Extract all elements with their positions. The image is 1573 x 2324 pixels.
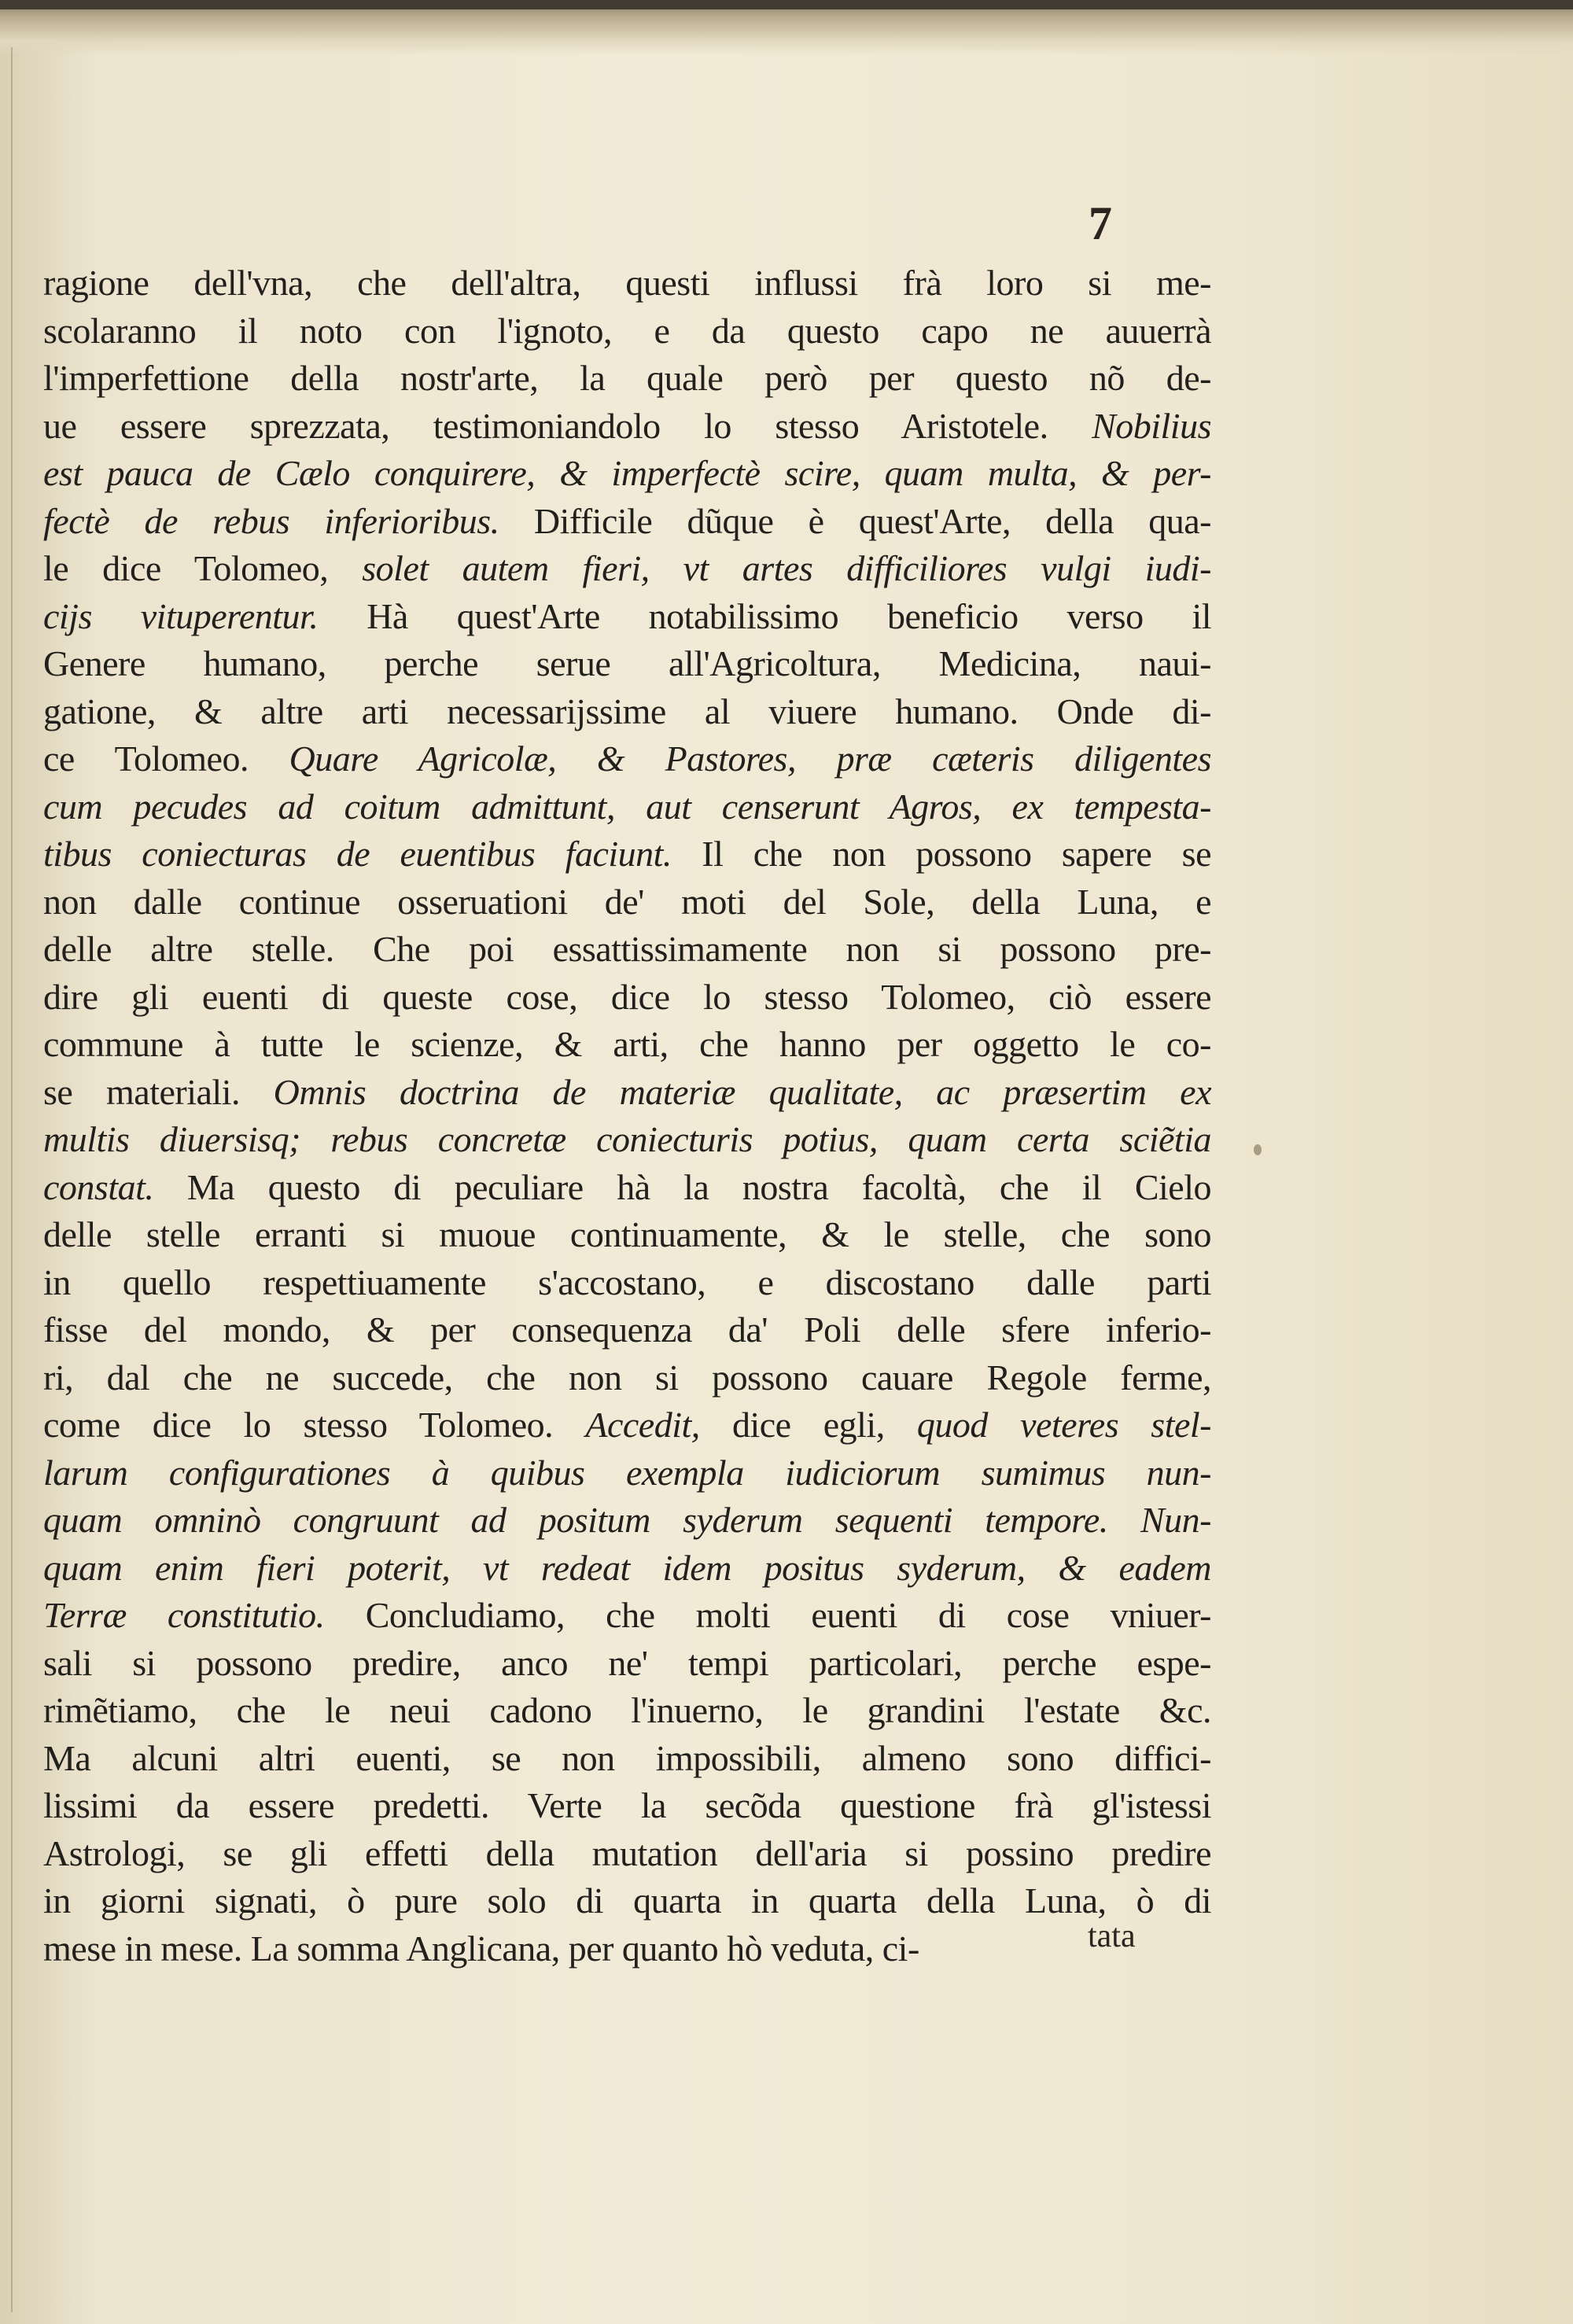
text-segment: in quello respettiuamente s'accostano, e discostano dalle parti <box>43 1261 1211 1302</box>
text-segment: Concludiamo, che molti euenti di cose vniuer- <box>365 1595 1211 1635</box>
text-segment: delle altre stelle. Che poi essattissimamente non si possono pre- <box>43 929 1211 969</box>
paper-stain <box>1254 1144 1262 1155</box>
text-segment: ce Tolomeo. <box>43 738 289 779</box>
text-line <box>43 926 1211 974</box>
text-line <box>43 355 1211 403</box>
text-line <box>43 450 1211 498</box>
text-line <box>43 688 1211 736</box>
latin-quotation: Terræ constitutio. <box>43 1595 366 1635</box>
latin-quotation: constat. <box>43 1166 187 1207</box>
text-line <box>43 1164 1211 1212</box>
latin-quotation: quam enim fieri poterit, vt redeat idem positus syderum, & eadem <box>43 1547 1211 1588</box>
text-line <box>43 1545 1211 1593</box>
gutter-crease <box>11 47 13 2312</box>
text-segment: rimẽtiamo, che le neui cadono l'inuerno, le grandini l'estate &c. <box>43 1690 1211 1730</box>
text-line <box>43 1449 1211 1497</box>
text-line <box>43 735 1211 783</box>
text-line <box>43 1782 1211 1830</box>
latin-quotation: Omnis doctrina de materiæ qualitate, ac præsertim ex <box>273 1071 1211 1112</box>
text-line <box>43 1401 1211 1449</box>
text-line <box>43 593 1211 641</box>
text-segment: le dice Tolomeo, <box>43 548 363 588</box>
latin-quotation: solet autem fieri, vt artes difficiliores vulgi iudi- <box>362 548 1211 588</box>
text-segment: Hà quest'Arte notabilissimo beneficio verso il <box>367 595 1211 636</box>
text-segment: come dice lo stesso Tolomeo. <box>43 1405 586 1445</box>
text-segment: gatione, & altre arti necessarijssime al viuere humano. Onde di- <box>43 691 1211 731</box>
facing-page-edge <box>0 0 1573 9</box>
latin-quotation: Accedit, <box>585 1405 732 1445</box>
text-segment: ragione dell'vna, che dell'altra, questi influssi frà loro si me- <box>43 263 1211 303</box>
text-line <box>43 640 1211 688</box>
text-line <box>43 974 1211 1022</box>
text-line <box>43 1640 1211 1688</box>
text-line <box>43 260 1211 308</box>
latin-quotation: tibus coniecturas de euentibus faciunt. <box>43 834 702 874</box>
text-segment: Ma alcuni altri euenti, se non impossibili, almeno sono diffici- <box>43 1737 1211 1778</box>
text-segment: dice egli, <box>731 1405 917 1445</box>
text-segment: ri, dal che ne succede, che non si possono cauare Regole ferme, <box>43 1357 1211 1398</box>
latin-quotation: cijs vituperentur. <box>43 595 367 636</box>
text-line <box>43 1592 1211 1640</box>
text-line <box>43 1497 1211 1545</box>
text-line <box>43 1211 1211 1259</box>
latin-quotation: multis diuersisq; rebus concretæ coniecturis potius, quam certa sciẽtia <box>43 1119 1211 1159</box>
text-line <box>43 878 1211 926</box>
text-line <box>43 1735 1211 1783</box>
text-segment: commune à tutte le scienze, & arti, che hanno per oggetto le co- <box>43 1024 1211 1064</box>
text-line <box>43 783 1211 831</box>
latin-quotation: est pauca de Cælo conquirere, & imperfectè scire, quam multa, & per- <box>43 453 1211 493</box>
text-segment: l'imperfettione della nostr'arte, la quale però per questo nõ de- <box>43 358 1211 398</box>
text-segment: delle stelle erranti si muoue continuamente, & le stelle, che sono <box>43 1214 1211 1254</box>
text-segment: Difficile dũque è quest'Arte, della qua- <box>533 500 1212 541</box>
text-segment: sali si possono predire, anco ne' tempi particolari, perche espe- <box>43 1642 1211 1683</box>
text-line <box>43 1830 1211 1878</box>
text-segment: dire gli euenti di queste cose, dice lo stesso Tolomeo, ciò essere <box>43 976 1211 1017</box>
latin-quotation: fectè de rebus inferioribus. <box>43 500 534 541</box>
text-line <box>43 1354 1211 1402</box>
text-line <box>43 1306 1211 1354</box>
latin-quotation: quod veteres stel- <box>916 1405 1211 1445</box>
text-line <box>43 1925 1211 1973</box>
text-segment: scolaranno il noto con l'ignoto, e da questo capo ne auuerrà <box>43 310 1211 351</box>
text-line <box>43 831 1211 878</box>
latin-quotation: cum pecudes ad coitum admittunt, aut censerunt Agros, ex tempesta- <box>43 786 1211 827</box>
latin-quotation: quam omninò congruunt ad positum syderum sequenti tempore. Nun- <box>43 1500 1211 1540</box>
text-segment: se materiali. <box>43 1071 274 1112</box>
text-segment: Astrologi, se gli effetti della mutation dell'aria si possino predire <box>43 1832 1211 1873</box>
body-text <box>43 260 1211 1972</box>
text-segment: non dalle continue osseruationi de' moti del Sole, della Luna, e <box>43 881 1211 922</box>
latin-quotation: larum configurationes à quibus exempla iudiciorum sumimus nun- <box>43 1452 1211 1493</box>
text-segment: mese in mese. La somma Anglicana, per quanto hò veduta, ci- <box>43 1928 919 1969</box>
page-number: 7 <box>1089 197 1112 249</box>
text-segment: Genere humano, perche serue all'Agricoltura, Medicina, naui- <box>43 643 1211 683</box>
text-segment: Ma questo di peculiare hà la nostra facoltà, che il Cielo <box>186 1166 1211 1207</box>
text-segment: Il che non possono sapere se <box>702 834 1212 874</box>
text-line <box>43 1877 1211 1925</box>
latin-quotation: Quare Agricolæ, & Pastores, præ cæteris diligentes <box>289 738 1211 779</box>
text-segment: fisse del mondo, & per consequenza da' Poli delle sfere inferio- <box>43 1309 1211 1350</box>
text-line <box>43 1259 1211 1307</box>
latin-quotation: Nobilius <box>1092 405 1211 446</box>
text-line <box>43 403 1211 451</box>
text-line <box>43 1021 1211 1069</box>
catchword: tata <box>1088 1918 1136 1954</box>
text-line <box>43 1687 1211 1735</box>
text-segment: in giorni signati, ò pure solo di quarta in quarta della Luna, ò di <box>43 1880 1211 1921</box>
text-segment: ue essere sprezzata, testimoniandolo lo stesso Aristotele. <box>43 405 1092 446</box>
text-line <box>43 1069 1211 1117</box>
text-line <box>43 498 1211 546</box>
text-line <box>43 308 1211 355</box>
text-line <box>43 545 1211 593</box>
text-segment: lissimi da essere predetti. Verte la secõda questione frà gl'istessi <box>43 1785 1211 1825</box>
text-line <box>43 1116 1211 1164</box>
